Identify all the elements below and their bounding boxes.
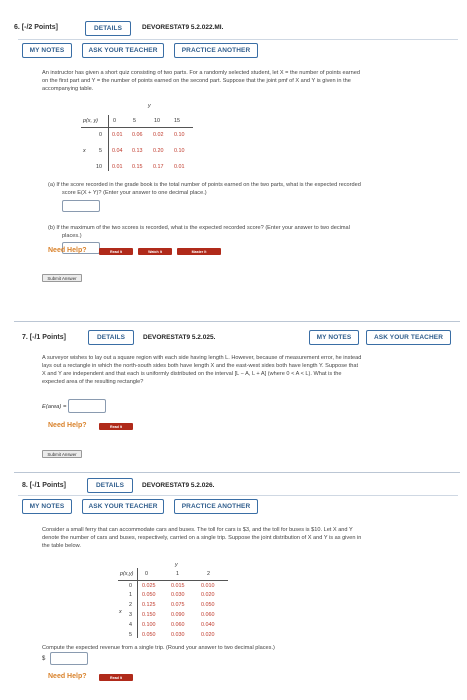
table-rule <box>137 568 138 638</box>
table-cell: 0.100 <box>142 622 156 628</box>
table-cell: 0.10 <box>174 132 185 138</box>
table-cell: 0.06 <box>132 132 143 138</box>
table-cell: 0.10 <box>174 148 185 154</box>
question-text: Consider a small ferry that can accommodate cars and buses. The toll for cars is $3, and the toll for buses is $10. Let X and Y denote the number of cars and buses, respectively, carried on a single trip. Suppose the joint distribution of X and Y is as given in the table below. <box>42 527 362 549</box>
question-code: DEVORESTAT9 5.2.022.MI. <box>142 24 224 31</box>
practice-another-button[interactable]: PRACTICE ANOTHER <box>174 499 258 514</box>
my-notes-button[interactable]: MY NOTES <box>22 499 72 514</box>
table-cell: 0.060 <box>201 612 215 618</box>
table-cell: 0.040 <box>201 622 215 628</box>
row-header: 3 <box>129 612 132 618</box>
table-cell: 0.030 <box>171 592 185 598</box>
table-cell: 0.050 <box>201 602 215 608</box>
col-header: 0 <box>113 118 116 124</box>
details-button[interactable]: DETAILS <box>85 21 131 36</box>
table-rule <box>81 127 193 128</box>
part-b-text: (b) If the maximum of the two scores is recorded, what is the expected recorded score? (Enter your answer to two decimal places.) <box>48 225 350 239</box>
table-corner: p(x, y) <box>83 118 98 124</box>
table-cell: 0.17 <box>153 164 164 170</box>
practice-another-button[interactable]: PRACTICE ANOTHER <box>174 43 258 58</box>
ask-teacher-button[interactable]: ASK YOUR TEACHER <box>82 43 164 58</box>
my-notes-button[interactable]: MY NOTES <box>309 330 359 345</box>
table-cell: 0.13 <box>132 148 143 154</box>
table-rule <box>108 115 109 171</box>
answer-field-a[interactable] <box>62 200 100 212</box>
ask-teacher-button[interactable]: ASK YOUR TEACHER <box>82 499 164 514</box>
table-rule <box>118 580 228 581</box>
table-cell: 0.15 <box>132 164 143 170</box>
details-button[interactable]: DETAILS <box>87 478 133 493</box>
divider <box>14 472 460 473</box>
row-header: 4 <box>129 622 132 628</box>
col-header: 1 <box>176 571 179 577</box>
question-points: 6. [-/2 Points] <box>14 24 58 31</box>
divider <box>18 39 458 40</box>
table-cell: 0.150 <box>142 612 156 618</box>
table-cell: 0.01 <box>112 132 123 138</box>
col-header: 10 <box>154 118 160 124</box>
row-header: 5 <box>99 148 102 154</box>
revenue-field[interactable] <box>50 652 88 665</box>
divider <box>18 495 458 496</box>
master-it-button[interactable]: Master It <box>177 248 221 255</box>
question-points: 7. [-/1 Points] <box>22 334 66 341</box>
question-text: A surveyor wishes to lay out a square region with each side having length L. However, because of measurement error, he instead lays out a rectangle in which the north-south sides both have length X and the east-west sides both have length Y. Suppose that X and Y are independent and that each is uniformly distributed on the interval [L − A, L + A] (where 0 < A < L). What is the expected area of the resulting rectangle? <box>42 355 362 385</box>
table-cell: 0.015 <box>171 583 185 589</box>
submit-answer-button[interactable]: Submit Answer <box>42 450 82 458</box>
compute-text: Compute the expected revenue from a single trip. (Round your answer to two decimal places.) <box>42 645 275 651</box>
table-cell: 0.01 <box>112 164 123 170</box>
table-cell: 0.125 <box>142 602 156 608</box>
table-cell: 0.030 <box>171 632 185 638</box>
submit-answer-button[interactable]: Submit Answer <box>42 274 82 282</box>
need-help-label: Need Help? <box>48 673 87 680</box>
table-cell: 0.20 <box>153 148 164 154</box>
question-code: DEVORESTAT9 5.2.026. <box>142 482 215 489</box>
row-header: 0 <box>99 132 102 138</box>
details-button[interactable]: DETAILS <box>88 330 134 345</box>
table-cell: 0.090 <box>171 612 185 618</box>
row-header: 1 <box>129 592 132 598</box>
col-header: 0 <box>145 571 148 577</box>
table-cell: 0.050 <box>142 592 156 598</box>
x-label: x <box>83 148 86 154</box>
col-header: 15 <box>174 118 180 124</box>
table-cell: 0.04 <box>112 148 123 154</box>
col-header: 2 <box>207 571 210 577</box>
col-header: 5 <box>133 118 136 124</box>
table-cell: 0.050 <box>142 632 156 638</box>
question-6 <box>0 0 467 290</box>
table-cell: 0.020 <box>201 592 215 598</box>
my-notes-button[interactable]: MY NOTES <box>22 43 72 58</box>
table-cell: 0.075 <box>171 602 185 608</box>
dollar-sign: $ <box>42 656 46 662</box>
table-cell: 0.01 <box>174 164 185 170</box>
need-help-label: Need Help? <box>48 422 87 429</box>
question-points: 8. [-/1 Points] <box>22 482 66 489</box>
e-area-field[interactable] <box>68 399 106 413</box>
row-header: 2 <box>129 602 132 608</box>
row-header: 5 <box>129 632 132 638</box>
part-a-text: (a) If the score recorded in the grade book is the total number of points earned on the two parts, what is the expected recorded score E(X + Y)? (Enter your answer to one decimal place.) <box>48 182 361 196</box>
table-cell: 0.020 <box>201 632 215 638</box>
read-it-button[interactable]: Read It <box>99 674 133 681</box>
e-area-label: E(area) = <box>42 404 67 410</box>
watch-it-button[interactable]: Watch It <box>138 248 172 255</box>
read-it-button[interactable]: Read It <box>99 423 133 430</box>
y-label: y <box>175 562 178 568</box>
question-code: DEVORESTAT9 5.2.025. <box>143 334 216 341</box>
ask-teacher-button[interactable]: ASK YOUR TEACHER <box>366 330 451 345</box>
table-cell: 0.025 <box>142 583 156 589</box>
read-it-button[interactable]: Read It <box>99 248 133 255</box>
table-corner: p(x,y) <box>120 571 134 577</box>
y-label: y <box>148 103 151 109</box>
x-label: x <box>119 609 122 615</box>
table-cell: 0.060 <box>171 622 185 628</box>
table-cell: 0.010 <box>201 583 215 589</box>
divider <box>14 321 460 322</box>
row-header: 10 <box>96 164 102 170</box>
table-cell: 0.02 <box>153 132 164 138</box>
need-help-label: Need Help? <box>48 247 87 254</box>
question-text: An instructor has given a short quiz consisting of two parts. For a randomly selected student, let X = the number of points earned on the first part and Y = the number of points earned on the second part. Suppose that the joint pmf of X and Y is given in the accompanying table. <box>42 70 360 92</box>
row-header: 0 <box>129 583 132 589</box>
